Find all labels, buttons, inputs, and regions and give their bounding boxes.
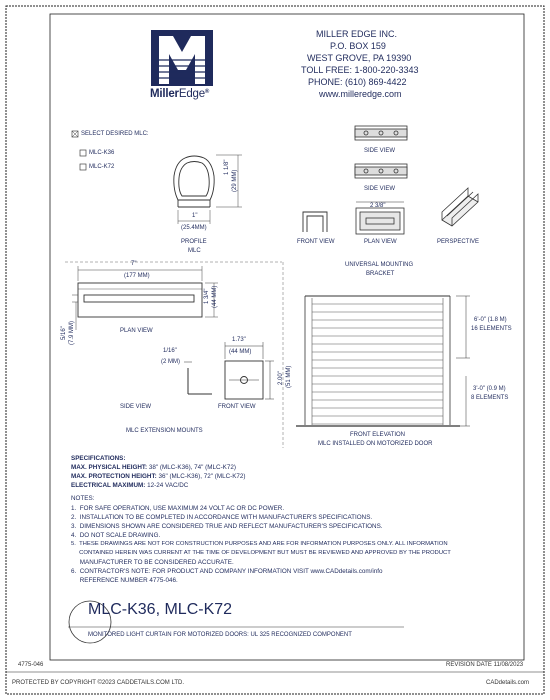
bracket-front-view xyxy=(303,212,327,232)
spec-row-protection-height xyxy=(71,474,246,480)
bracket-side-view-1 xyxy=(355,126,407,140)
extension-front-height-metric: (51 MM) xyxy=(286,365,292,388)
company-toll-free: TOLL FREE: 1-800-220-3343 xyxy=(301,65,419,75)
bracket-side-view-label-2: SIDE VIEW xyxy=(364,186,396,192)
extension-height-metric: (44 MM) xyxy=(212,285,218,308)
option-label-k36[interactable]: MLC-K36 xyxy=(89,150,115,156)
note-line: CONTAINED HEREIN WAS CURRENT AT THE TIME OF DEVELOPMENT BUT MUST BE REVIEWED AND APPROVED BY THE PRODUCT xyxy=(71,550,451,556)
note-line: 5. THESE DRAWINGS ARE NOT FOR CONSTRUCTION PURPOSES AND ARE FOR INFORMATION PURPOSES ONLY. ALL INFORMATION xyxy=(71,541,448,547)
profile-subtitle: MLC xyxy=(188,248,201,254)
note-line: 6. CONTRACTOR'S NOTE: FOR PRODUCT AND COMPANY INFORMATION VISIT www.CADdetails.com/info xyxy=(71,568,383,575)
outer-border xyxy=(6,6,544,694)
door-elevation-drawing xyxy=(296,296,470,426)
profile-height-metric: (29 MM) xyxy=(232,169,238,192)
extension-plan-view-label: PLAN VIEW xyxy=(120,328,153,334)
footer-revision-date: REVISION DATE 11/08/2023 xyxy=(446,662,524,668)
selector-heading: SELECT DESIRED MLC: xyxy=(81,131,149,137)
section-cut-lines xyxy=(65,262,283,448)
company-po-box: P.O. BOX 159 xyxy=(330,41,386,51)
profile-width-label: 1" xyxy=(192,213,198,219)
spec-label: MAX. PHYSICAL HEIGHT: xyxy=(71,464,148,471)
bracket-plan-dim: 2 3/8" xyxy=(370,203,386,209)
company-city: WEST GROVE, PA 19390 xyxy=(307,53,412,63)
spec-value: 12-24 VAC/DC xyxy=(145,482,189,489)
extension-side-view-label: SIDE VIEW xyxy=(120,404,152,410)
bracket-plan-view-label: PLAN VIEW xyxy=(364,239,397,245)
option-label-k72[interactable]: MLC-K72 xyxy=(89,164,115,170)
footer-copyright: PROTECTED BY COPYRIGHT ©2023 CADDETAILS.COM LTD. xyxy=(12,680,185,686)
elevation-title: FRONT ELEVATION xyxy=(350,432,406,438)
extension-front-height: 2.00" xyxy=(278,371,284,385)
extension-width-metric: (44 MM) xyxy=(229,349,252,355)
footer-reference-number: 4775-046 xyxy=(18,662,44,668)
extension-side-drawing xyxy=(184,362,212,394)
elevation-lower-elements: 8 ELEMENTS xyxy=(471,395,509,401)
logo-registered-mark: ® xyxy=(204,89,210,95)
extension-title: MLC EXTENSION MOUNTS xyxy=(126,428,203,434)
spec-value: 36" (MLC-K36), 72" (MLC-K72) xyxy=(156,473,246,480)
specifications-heading: SPECIFICATIONS: xyxy=(71,455,126,462)
note-line: 1. FOR SAFE OPERATION, USE MAXIMUM 24 VOLT AC OR DC POWER. xyxy=(71,505,285,512)
bracket-front-view-label: FRONT VIEW xyxy=(297,239,335,245)
elevation-lower-dim: 3'-0" (0.9 M) xyxy=(473,386,506,392)
miller-edge-logo-mark xyxy=(151,30,213,86)
extension-width: 1.73" xyxy=(232,337,246,343)
extension-thickness: 1/16" xyxy=(163,348,177,354)
extension-plan-drawing xyxy=(78,283,202,317)
bracket-title: UNIVERSAL MOUNTING xyxy=(345,262,414,268)
option-checkbox-k36 xyxy=(80,150,86,156)
spec-label: MAX. PROTECTION HEIGHT: xyxy=(71,473,157,480)
extension-thickness-metric: (2 MM) xyxy=(161,359,180,365)
extension-slot-metric: (7.9 MM) xyxy=(69,321,75,345)
logo-wordmark-left: Miller xyxy=(150,88,179,100)
elevation-upper-elements: 16 ELEMENTS xyxy=(471,326,512,332)
extension-slot: 5/16" xyxy=(61,326,67,340)
bracket-perspective xyxy=(442,188,478,226)
bracket-side-view-label-1: SIDE VIEW xyxy=(364,148,396,154)
bracket-perspective-label: PERSPECTIVE xyxy=(437,239,480,245)
notes-heading: NOTES: xyxy=(71,495,95,502)
spec-row-electrical xyxy=(71,483,188,489)
note-line: 3. DIMENSIONS SHOWN ARE CONSIDERED TRUE AND REFLECT MANUFACTURER'S SPECIFICATIONS. xyxy=(71,523,383,530)
logo-wordmark xyxy=(150,89,209,101)
product-title: MLC-K36, MLC-K72 xyxy=(88,601,233,618)
profile-width-metric: (25.4MM) xyxy=(181,225,207,231)
company-name: MILLER EDGE INC. xyxy=(316,29,398,39)
profile-height-label: 1 1/8" xyxy=(224,159,230,175)
elevation-upper-dim: 6'-0" (1.8 M) xyxy=(474,317,507,323)
extension-length: 7" xyxy=(131,261,137,267)
spec-row-physical-height xyxy=(71,465,236,471)
option-checkbox-k72 xyxy=(80,164,86,170)
bracket-subtitle: BRACKET xyxy=(366,271,395,277)
extension-front-view-label: FRONT VIEW xyxy=(218,404,256,410)
note-line: MANUFACTURER TO BE CONSIDERED ACCURATE. xyxy=(71,559,234,566)
spec-label: ELECTRICAL MAXIMUM: xyxy=(71,482,146,489)
company-phone: PHONE: (610) 869-4422 xyxy=(308,77,407,87)
footer-brand[interactable]: CADdetails.com xyxy=(486,680,530,686)
extension-length-metric: (177 MM) xyxy=(124,273,150,279)
profile-title: PROFILE xyxy=(181,239,207,245)
product-subtitle: MONITORED LIGHT CURTAIN FOR MOTORIZED DOORS: UL 325 RECOGNIZED COMPONENT xyxy=(88,632,352,638)
bracket-side-view-2 xyxy=(355,164,407,178)
extension-height: 1 3/4" xyxy=(204,288,210,304)
logo-wordmark-right: Edge xyxy=(178,88,205,100)
note-line: 2. INSTALLATION TO BE COMPLETED IN ACCORDANCE WITH MANUFACTURER'S SPECIFICATIONS. xyxy=(71,514,373,521)
note-line: 4. DO NOT SCALE DRAWING. xyxy=(71,532,161,539)
mlc-profile-drawing xyxy=(174,156,214,207)
company-website[interactable]: www.milleredge.com xyxy=(319,89,402,99)
note-line: REFERENCE NUMBER 4775-046. xyxy=(71,577,178,584)
spec-value: 38" (MLC-K36), 74" (MLC-K72) xyxy=(147,464,236,471)
elevation-subtitle: MLC INSTALLED ON MOTORIZED DOOR xyxy=(318,441,433,447)
